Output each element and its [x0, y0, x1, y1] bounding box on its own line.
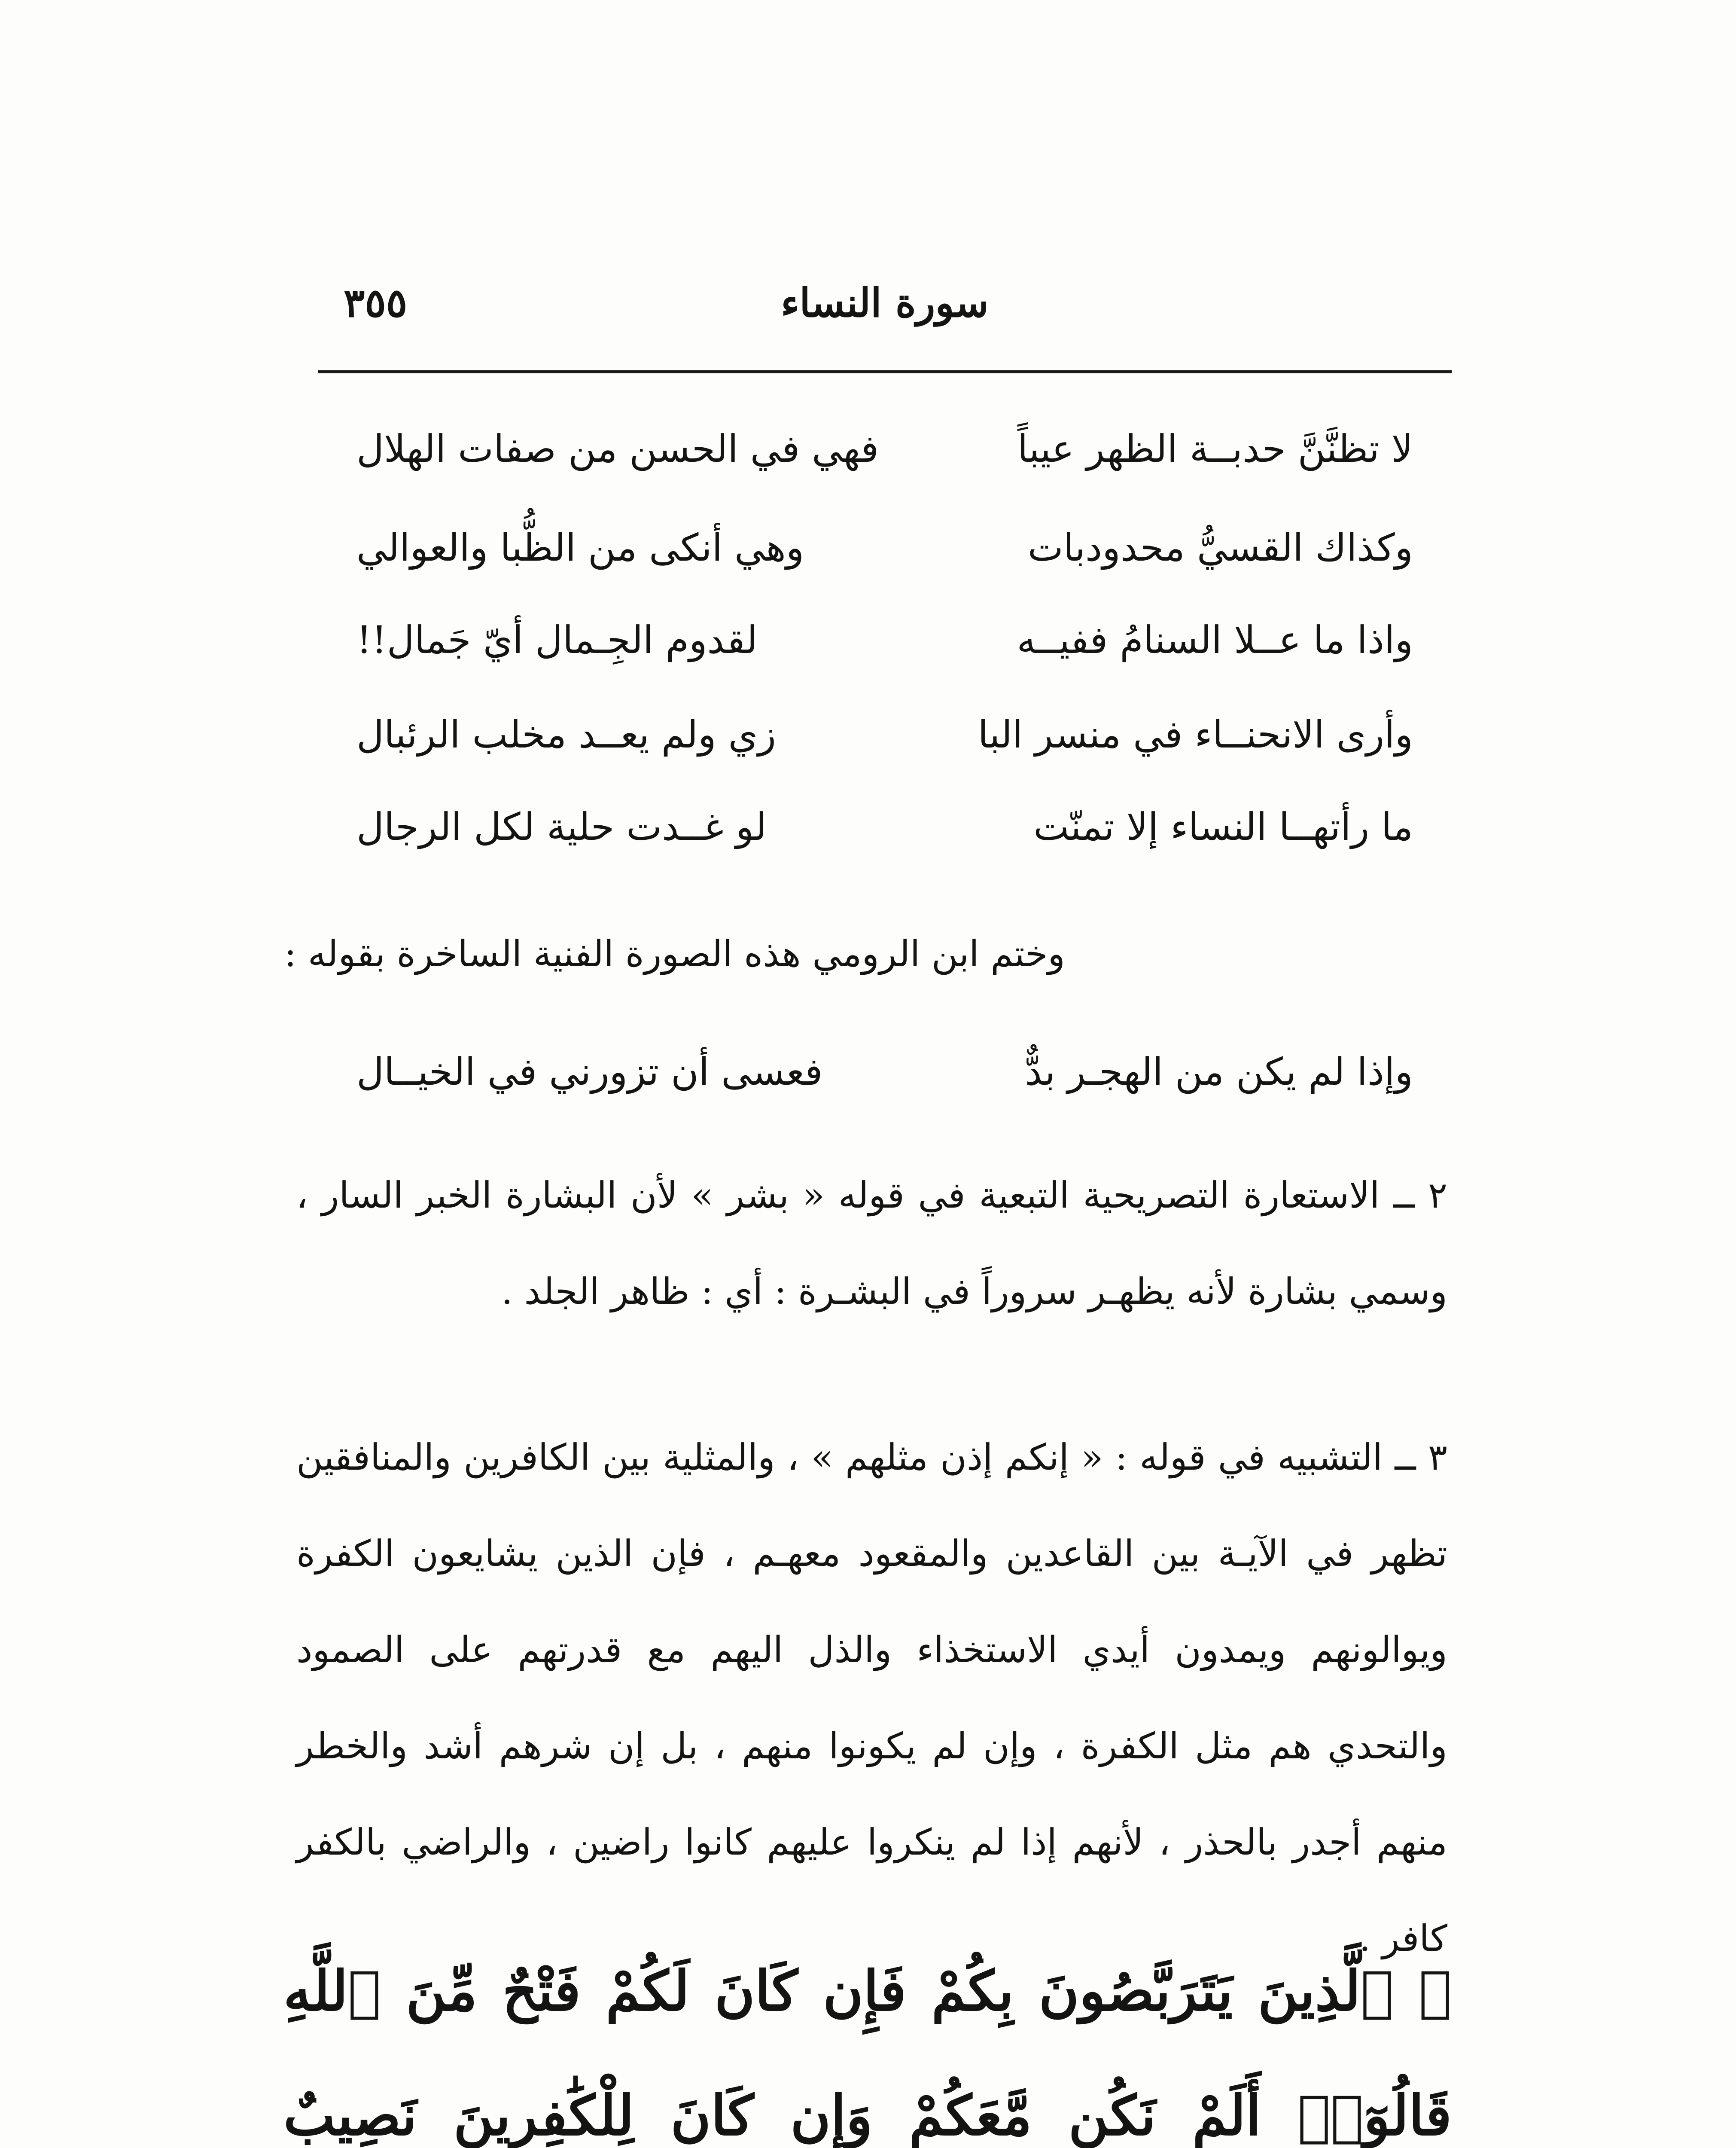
header-rule: [318, 370, 1452, 373]
verse-first-hemistich: وكذاك القسيُّ محدودبات: [1027, 525, 1413, 570]
quran-verse-text: ٱلَّذِينَ يَتَرَبَّصُونَ بِكُمْ فَإِن كَانَ لَكُمْ فَتْحٌ مِّنَ ٱللَّهِ قَالُوٓا۟ أَلَمْ نَكُن مَّعَكُمْ وَإِن كَانَ لِلْكَٰفِرِينَ نَصِيبٌ: [283, 1959, 1452, 2148]
verse-second-hemistich: لقدوم الجِـمال أيّ جَمال!!: [356, 618, 758, 662]
poem-verse: [318, 421, 1452, 477]
verse-first-hemistich: وأرى الانحنــاء في منسر البا: [978, 712, 1413, 757]
intro-line: وختم ابن الرومي هذه الصورة الفنية الساخرة بقوله :: [284, 933, 1065, 975]
verse-second-hemistich: زي ولم يعــد مخلب الرئبال: [356, 712, 776, 757]
poem-verse: [318, 707, 1452, 763]
verse-first-hemistich: لا تظنَّنَّ حدبــة الظهر عيباً: [1017, 427, 1413, 471]
verse-second-hemistich: فهي في الحسن من صفات الهلال: [356, 427, 879, 471]
verse-first-hemistich: واذا ما عــلا السنامُ ففيــه: [1017, 618, 1413, 662]
verse-first-hemistich: وإذا لم يكن من الهجـر بدٌّ: [1025, 1050, 1413, 1094]
verse-second-hemistich: فعسى أن تزورني في الخيــال: [356, 1050, 823, 1094]
page-header: [318, 275, 1452, 331]
quran-verse: [283, 1929, 1452, 2148]
poem-verse: [318, 612, 1452, 668]
page-number: ٣٥٥: [344, 280, 408, 326]
surah-title: سورة النساء: [781, 280, 989, 326]
paragraph-metaphor: ٢ ــ الاستعارة التصريحية التبعية في قوله « بشر » لأن البشارة الخبر السار ، وسمي بشارة لأنه يظهـر سروراً في البشـرة : أي : ظاهر الجلد .: [296, 1174, 1447, 1312]
poem-verse: [318, 520, 1452, 576]
ornate-bracket: ﴿: [1419, 1959, 1452, 2023]
poem-verse: [318, 799, 1452, 855]
paragraph-simile: ٣ ــ التشبيه في قوله : « إنكم إذن مثلهم » ، والمثلية بين الكافرين والمنافقين تظهر في الآيـة بين القاعدين والمقعود معهـم ، فإن الذين يشايعون الكفرة ويوالونهم ويمدون أيدي الاستخذاء والذل اليهم مع قدرتهم على الصمود والتحدي هم مثل الكفرة ، وإن لم يكونوا منهم ، بل إن شرهم أشد والخطر منهم أجدر بالحذر ، لأنهم إذا لم ينكروا عليهم كانوا راضين ، والراضي بالكفر كافر .: [296, 1436, 1447, 1959]
closing-verse: [318, 1044, 1452, 1100]
verse-second-hemistich: وهي أنكى من الظُّبا والعوالي: [356, 525, 804, 570]
verse-second-hemistich: لو غــدت حلية لكل الرجال: [356, 805, 767, 849]
verse-first-hemistich: ما رأتهــا النساء إلا تمنّت: [1033, 805, 1413, 849]
